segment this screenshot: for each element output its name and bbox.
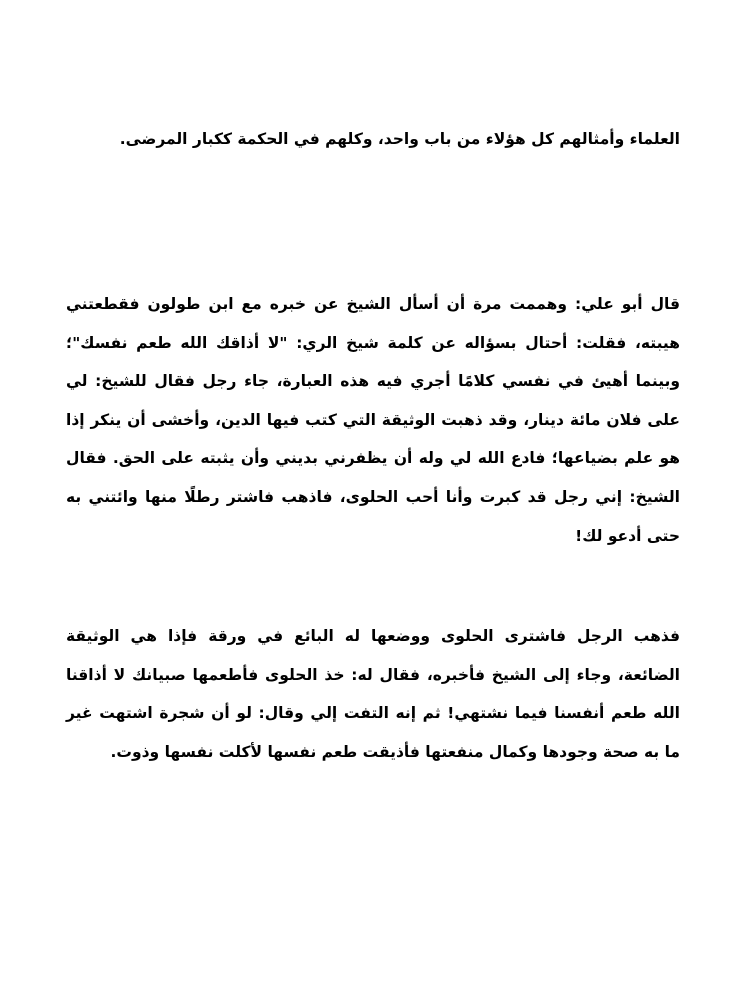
paragraph-2: قال أبو علي: وهممت مرة أن أسأل الشيخ عن خبره مع ابن طولون فقطعتني هيبته، فقلت: أحتال بسؤاله عن كلمة شيخ الري: "لا أذاقك الله طعم نفسك"؛ وبينما أهيئ في نفسي كلامًا أجري فيه هذه العبارة، جاء رجل فقال للشيخ: لي على فلان مائة دينار، وقد ذهبت الوثيقة التي كتب فيها الدين، وأخشى أن ينكر إذا هو علم بضياعها؛ فادع الله لي وله أن يظفرني بديني وأن يثبته على الحق. فقال الشيخ: إني رجل قد كبرت وأنا أحب الحلوى، فاذهب فاشتر رطلًا منها وائتني به حتى أدعو لك! [66, 295, 680, 545]
paragraph-1: العلماء وأمثالهم كل هؤلاء من باب واحد، وكلهم في الحكمة ككبار المرضى. [119, 130, 680, 148]
paragraph-3: فذهب الرجل فاشترى الحلوى ووضعها له البائع في ورقة فإذا هي الوثيقة الضائعة، وجاء إلى الشيخ فأخبره، فقال له: خذ الحلوى فأطعمها صبيانك لا أذاقنا الله طعم أنفسنا فيما نشتهي! ثم إنه التفت إلي وقال: لو أن شجرة اشتهت غير ما به صحة وجودها وكمال منفعتها فأذيقت طعم نفسها لأكلت نفسها وذوت. [66, 627, 680, 761]
